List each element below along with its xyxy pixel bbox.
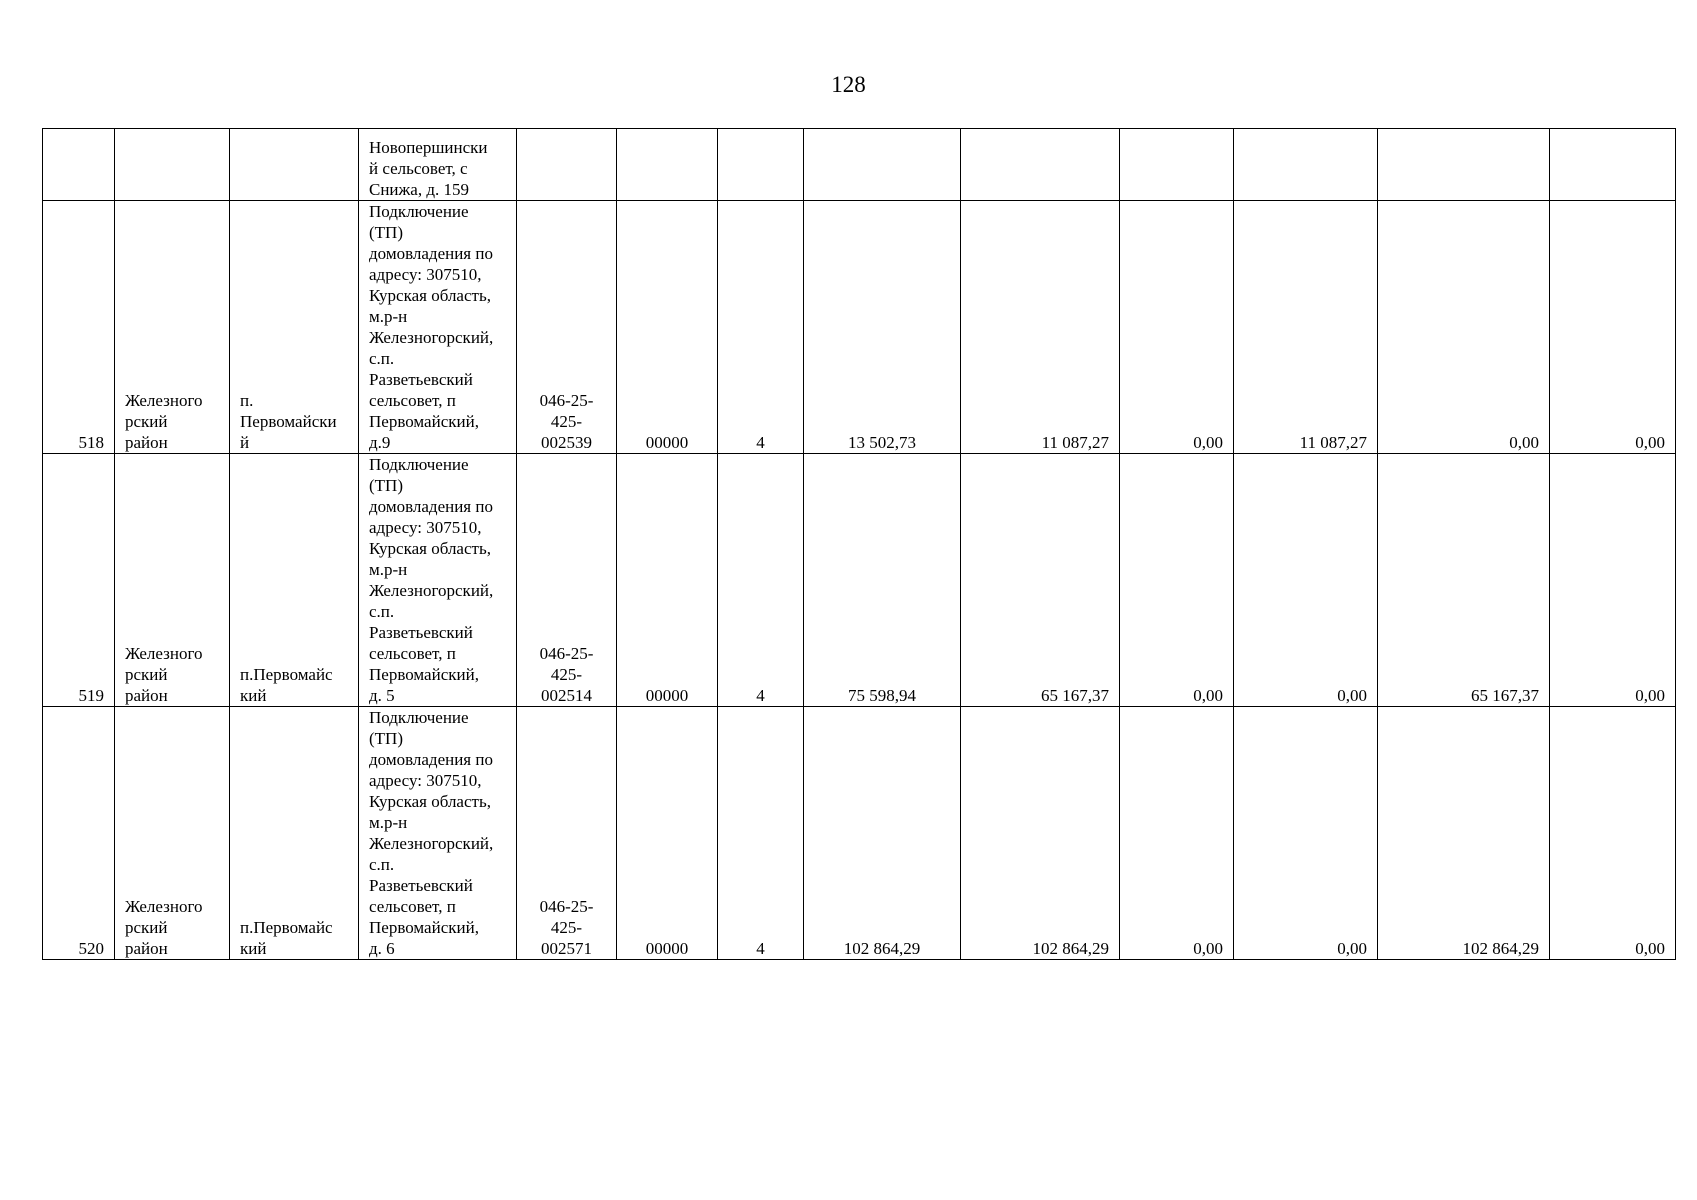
cell-settlement: п.Первомайс кий — [230, 454, 359, 707]
table-row — [43, 454, 1676, 707]
cell-code: 046-25- 425- 002539 — [517, 201, 617, 454]
cell-v2: 65 167,37 — [961, 454, 1120, 707]
table-row — [43, 707, 1676, 960]
cell-object: Подключение (ТП) домовладения по адресу: 307510, Курская область, м.р-н Железногорский, с.п. Разветьевский сельсовет, п Первомайский, д.9 — [359, 201, 517, 454]
cell-district: Железного рский район — [115, 201, 230, 454]
cell-code2: 00000 — [617, 707, 718, 960]
cell-v2 — [961, 129, 1120, 201]
cell-v6 — [1550, 129, 1676, 201]
table-row-continuation — [43, 129, 1676, 201]
cell-v4: 0,00 — [1234, 454, 1378, 707]
cell-v5: 65 167,37 — [1378, 454, 1550, 707]
cell-district: Железного рский район — [115, 707, 230, 960]
cell-qty: 4 — [718, 454, 804, 707]
cell-qty — [718, 129, 804, 201]
cell-no: 520 — [43, 707, 115, 960]
cell-object: Подключение (ТП) домовладения по адресу: 307510, Курская область, м.р-н Железногорский, с.п. Разветьевский сельсовет, п Первомайский, д. 6 — [359, 707, 517, 960]
cell-v4 — [1234, 129, 1378, 201]
cell-object: Новопершински й сельсовет, с Снижа, д. 159 — [359, 129, 517, 201]
cell-v2: 102 864,29 — [961, 707, 1120, 960]
cell-no: 518 — [43, 201, 115, 454]
cell-v2: 11 087,27 — [961, 201, 1120, 454]
cell-code — [517, 129, 617, 201]
cell-code2: 00000 — [617, 201, 718, 454]
cell-v3: 0,00 — [1120, 454, 1234, 707]
cell-object: Подключение (ТП) домовладения по адресу: 307510, Курская область, м.р-н Железногорский, с.п. Разветьевский сельсовет, п Первомайский, д. 5 — [359, 454, 517, 707]
cell-district: Железного рский район — [115, 454, 230, 707]
page-number: 128 — [831, 72, 866, 97]
cell-v5: 102 864,29 — [1378, 707, 1550, 960]
cell-settlement — [230, 129, 359, 201]
cell-v6: 0,00 — [1550, 707, 1676, 960]
cell-code: 046-25- 425- 002514 — [517, 454, 617, 707]
cell-v6: 0,00 — [1550, 201, 1676, 454]
cell-v4: 0,00 — [1234, 707, 1378, 960]
cell-v5: 0,00 — [1378, 201, 1550, 454]
cell-code2 — [617, 129, 718, 201]
cell-v1: 13 502,73 — [804, 201, 961, 454]
cell-no — [43, 129, 115, 201]
cell-settlement: п.Первомайс кий — [230, 707, 359, 960]
cell-v1: 102 864,29 — [804, 707, 961, 960]
cell-v1 — [804, 129, 961, 201]
table-row — [43, 201, 1676, 454]
cell-v3: 0,00 — [1120, 707, 1234, 960]
cell-v3 — [1120, 129, 1234, 201]
cell-v4: 11 087,27 — [1234, 201, 1378, 454]
cell-settlement: п. Первомайски й — [230, 201, 359, 454]
cell-district — [115, 129, 230, 201]
cell-v3: 0,00 — [1120, 201, 1234, 454]
cell-v5 — [1378, 129, 1550, 201]
cell-qty: 4 — [718, 707, 804, 960]
cell-v6: 0,00 — [1550, 454, 1676, 707]
cell-no: 519 — [43, 454, 115, 707]
cell-qty: 4 — [718, 201, 804, 454]
cell-code: 046-25- 425- 002571 — [517, 707, 617, 960]
data-table — [42, 128, 1676, 960]
cell-code2: 00000 — [617, 454, 718, 707]
cell-v1: 75 598,94 — [804, 454, 961, 707]
